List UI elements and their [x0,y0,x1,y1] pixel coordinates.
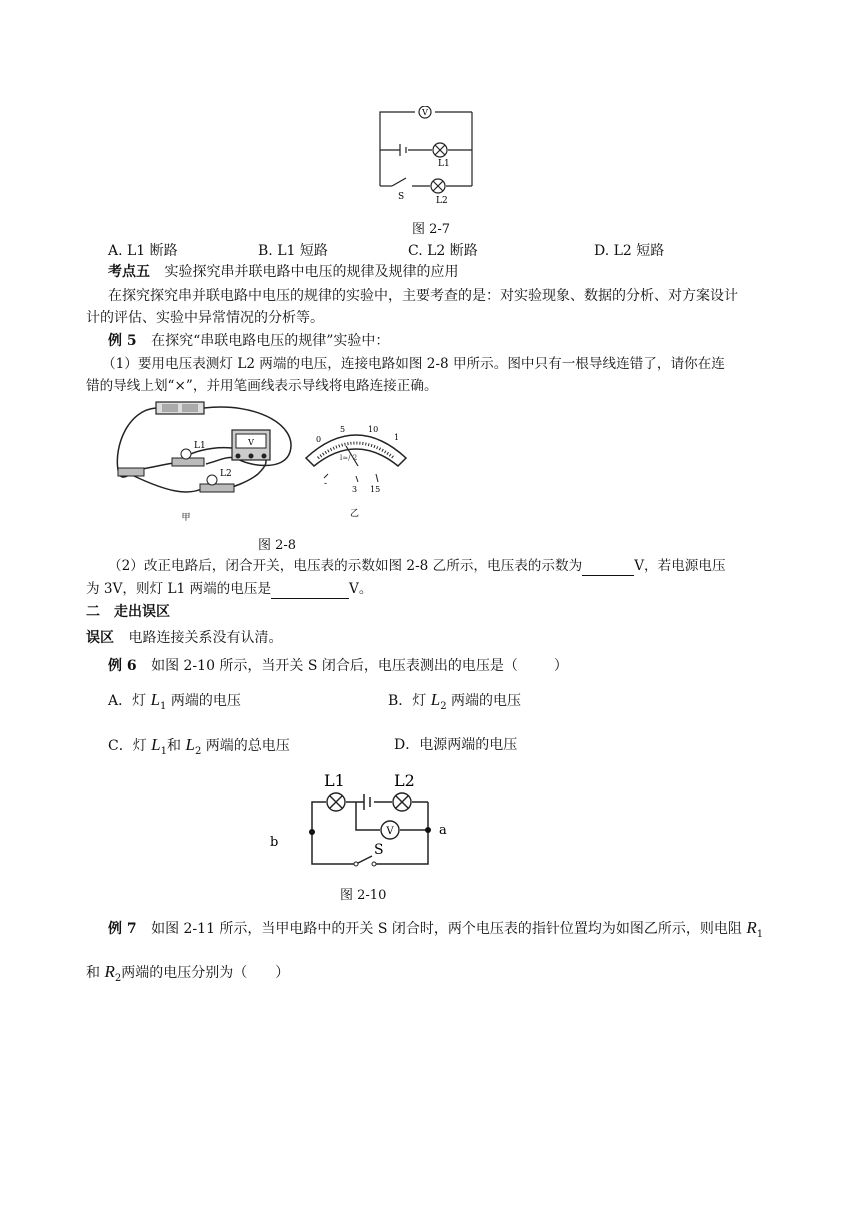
fig28-label-l1: L1 [194,441,206,451]
meter-terminal-15: 15 [370,485,381,494]
section-5-para-1: 在探究探究串并联电路中电压的规律的实验中，主要考查的是：对实验现象、数据的分析、对方案设计 [108,288,738,304]
example-7-r2: R [104,962,115,981]
answer-blank-1[interactable] [582,575,634,576]
meter-tick-0: 0 [316,435,322,444]
option-b-prefix: B．灯 [388,693,427,709]
figure-2-8-caption: 图 2-8 [258,538,297,553]
figure-2-10-caption: 图 2-10 [340,888,387,903]
option-c: C. L2 断路 [408,243,478,259]
fig28-label-jia: 甲 [181,513,191,522]
fig28-label-l2: L2 [220,469,232,479]
misconception-text: 电路连接关系没有认清。 [128,630,283,646]
voltmeter-icon [419,106,431,118]
option-c-and: 和 [167,738,182,754]
example-5-q1-line2: 错的导线上划“×”，并用笔画线表示导线将电路连接正确。 [86,378,438,394]
svg-text:V: V [248,438,254,447]
option-c-prefix: C．灯 [108,738,147,754]
option-c-sub1: 1 [160,745,168,757]
lamp-l1-icon [433,143,447,157]
option-c-text: 两端的总电压 [205,738,290,754]
fig210-label-a: a [439,823,447,838]
example-7-r1: R [746,918,757,937]
option-c-sub2: 2 [194,745,202,757]
lamp-l2-icon [393,793,411,811]
example-5-text: 在探究“串联电路电压的规律”实验中： [151,333,390,349]
fig27-label-s: S [398,192,405,202]
example-7-rest: 两端的电压分别为（ ） [121,965,290,981]
example-7-r2-sub: 2 [114,972,122,984]
option-a-sub: 1 [160,700,167,712]
example-6-label: 例 6 [108,658,137,674]
section-5-para-2: 计的评估、实验中异常情况的分析等。 [86,310,324,326]
section-5-heading [108,262,458,282]
voltmeter-icon [232,430,270,460]
option-b-var: L [430,690,441,709]
example-5-q2-line2 [86,579,372,599]
q2-text-3: 为 3V，则灯 L1 两端的电压是 [86,581,272,597]
fig27-label-l1: L1 [438,159,450,169]
example-7-r1-sub: 1 [756,928,764,940]
example-5-q2-line1 [108,556,726,576]
lamp-l1-icon [327,793,345,811]
meter-tick-5: 5 [340,425,346,434]
section-5-label: 考点五 [108,264,150,280]
example-6-option-c [108,735,290,762]
meter-tick-10: 10 [368,425,379,434]
meter-tick-15: 1 [394,433,400,442]
option-c-var2: L [185,735,195,754]
fig27-label-l2: L2 [436,196,448,206]
example-7-line2 [86,962,289,989]
section-5-title: 实验探究串并联电路中电压的规律及规律的应用 [164,264,459,280]
example-7-line1 [108,918,763,945]
voltmeter-icon [381,821,399,839]
svg-text:V: V [422,108,428,117]
meter-terminal-3: 3 [352,485,358,494]
example-7-text: 如图 2-11 所示，当甲电路中的开关 S 闭合时，两个电压表的指针位置均为如图乙所示，则电阻 [151,921,742,937]
option-b-text: 两端的电压 [451,693,522,709]
fig210-label-l1: L1 [324,771,345,790]
figure-2-7 [370,106,480,210]
misconception-line [86,628,282,648]
node-a [425,827,431,833]
node-b [309,829,315,835]
example-5-q1-line1: （1）要用电压表测灯 L2 两端的电压，连接电路如图 2-8 甲所示。图中只有一根导线连错了，请你在连 [102,356,725,372]
svg-text:V: V [386,826,394,837]
option-d: D. L2 短路 [594,243,665,259]
example-6-text: 如图 2-10 所示，当开关 S 闭合后，电压表测出的电压是（ [151,658,518,674]
fig210-label-l2: L2 [394,771,415,790]
q2-text-2: V，若电源电压 [634,558,726,574]
lamp-l2-icon [431,179,445,193]
section-2-heading: 二 走出误区 [86,604,170,620]
figure-2-8-jia [108,396,298,522]
example-6-end: ） [553,658,568,674]
option-a-prefix: A．灯 [108,693,147,709]
option-b-sub: 2 [440,700,447,712]
example-6-stem [108,656,568,676]
option-a-var: L [150,690,161,709]
example-6-option-a [108,690,241,717]
q2-text-1: （2）改正电路后，闭合开关，电压表的示数如图 2-8 乙所示，电压表的示数为 [108,558,583,574]
meter-terminal-neg: - [324,479,328,489]
figure-2-10 [264,770,454,874]
svg-text:l≈/ 2: l≈/ 2 [340,454,358,462]
example-5-stem [108,331,389,351]
example-7-and: 和 [86,965,100,981]
q2-text-4: V。 [349,581,373,597]
example-5-label: 例 5 [108,333,137,349]
option-b: B. L1 短路 [258,243,328,259]
misconception-label: 误区 [86,630,114,646]
example-6-option-d: D．电源两端的电压 [394,737,518,753]
option-c-var1: L [151,735,161,754]
figure-2-7-caption: 图 2-7 [412,222,451,237]
fig210-label-b: b [270,835,279,850]
fig210-label-s: S [374,842,384,858]
figure-2-8-yi [302,412,414,520]
answer-blank-2[interactable] [271,598,349,599]
option-a-text: 两端的电压 [170,693,241,709]
fig28-label-yi: 乙 [350,509,360,519]
example-6-option-b [388,690,521,717]
option-a: A. L1 断路 [108,243,178,259]
example-7-label: 例 7 [108,921,137,937]
